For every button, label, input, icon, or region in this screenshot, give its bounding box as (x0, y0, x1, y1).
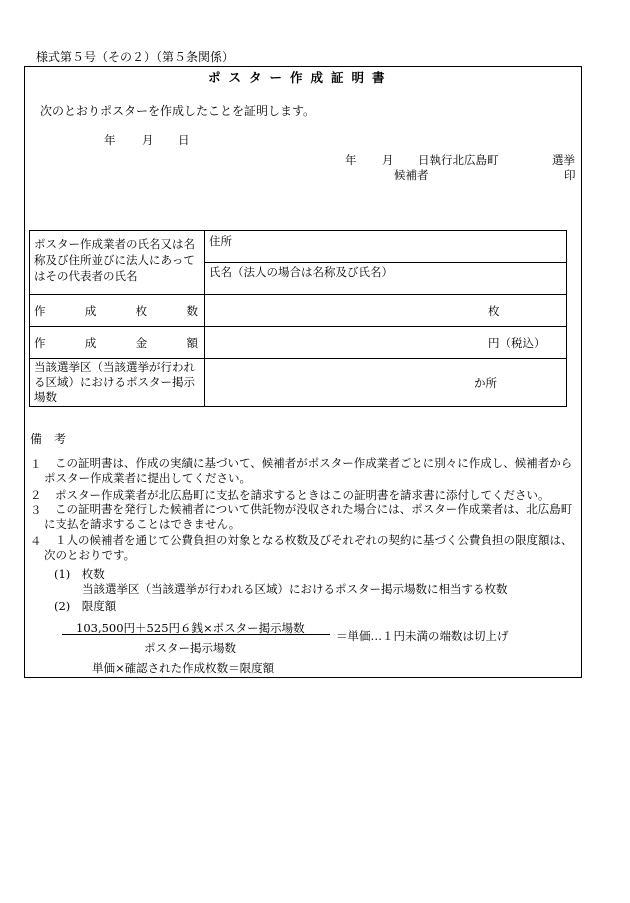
issue-day: 日 (178, 133, 190, 147)
row4-label: 当該選挙区（当該選挙が行われる区域）におけるポスター掲示場数 (34, 360, 195, 404)
election-day-text: 日執行北広島町 (418, 153, 499, 167)
note-number-4: ４ (30, 534, 42, 548)
election-month: 月 (382, 153, 394, 167)
row3-char: 作 (34, 336, 46, 350)
formula-result: ＝単価…１円未満の端数は切上げ (336, 629, 509, 643)
formula-denominator: ポスター掲示場数 (144, 641, 236, 655)
formula-numerator: 103,500円＋525円６銭×ポスター掲示場数 (76, 621, 305, 635)
document-title: ポスター作成証明書 (208, 70, 393, 85)
note-number-1: １ (30, 457, 42, 471)
election-year: 年 (345, 153, 357, 167)
notes-heading: 備 考 (30, 432, 67, 446)
row2-char: 成 (84, 304, 97, 318)
table-divider-row4 (29, 358, 567, 359)
table-divider-row2 (29, 294, 567, 295)
table-divider-name (204, 262, 567, 263)
row3-char: 金 (135, 336, 148, 350)
row2-label (34, 303, 198, 319)
statement-text: 次のとおりポスターを作成したことを証明します。 (40, 104, 316, 118)
fraction-bar (62, 634, 330, 635)
issue-month: 月 (142, 133, 154, 147)
row4-unit: か所 (474, 376, 497, 390)
sub2-label: (2) 限度額 (54, 599, 117, 613)
sub1-text: 当該選挙区（当該選挙が行われる区域）におけるポスター掲示場数に相当する枚数 (82, 582, 508, 596)
row3-label (34, 335, 198, 351)
note-text-4: １人の候補者を通じて公費負担の対象となる枚数及びそれぞれの契約に基づく公費負担の限度額は、次のとおりです。 (44, 533, 573, 562)
form-number: 様式第５号（その２）（第５条関係） (36, 50, 235, 64)
note-text-3: この証明書を発行した候補者について供託物が没収された場合には、ポスター作成業者は、北広島町に支払を請求することはできません。 (44, 502, 573, 531)
issue-year: 年 (104, 133, 116, 147)
row3-char: 額 (186, 336, 198, 350)
row3-char: 成 (84, 336, 97, 350)
formula-final: 単価×確認された作成枚数＝限度額 (92, 661, 275, 675)
row1-label: ポスター作成業者の氏名又は名称及び住所並びに法人にあってはその代表者の氏名 (34, 237, 195, 283)
candidate-label: 候補者 (394, 168, 429, 182)
seal-mark: 印 (564, 168, 576, 182)
row2-char: 枚 (135, 304, 148, 318)
note-text-1: この証明書は、作成の実績に基づいて、候補者がポスター作成業者ごとに別々に作成し、候補者からポスター作成業者に提出してください。 (44, 456, 573, 485)
election-label: 選挙 (552, 153, 575, 167)
row2-unit: 枚 (488, 304, 500, 318)
note-number-2: ２ (30, 488, 42, 502)
table-divider-row3 (29, 326, 567, 327)
table-divider-vertical (204, 230, 205, 407)
note-number-3: ３ (30, 503, 42, 517)
address-label: 住所 (209, 234, 232, 248)
note-text-2: ポスター作成業者が北広島町に支払を請求するときはこの証明書を請求書に添付してください。 (55, 488, 550, 502)
name-label: 氏名（法人の場合は名称及び氏名） (209, 265, 393, 279)
row2-char: 数 (186, 304, 198, 318)
row3-unit: 円（税込） (488, 336, 546, 350)
sub1-label: (1) 枚数 (54, 567, 105, 581)
row2-char: 作 (34, 304, 46, 318)
